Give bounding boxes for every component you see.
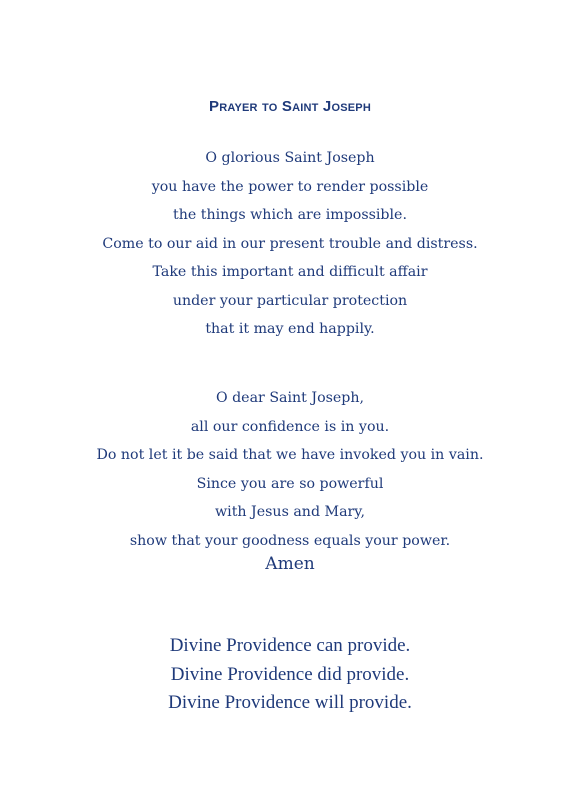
stanza-first xyxy=(0,144,580,344)
stanza-line: show that your goodness equals your power. xyxy=(129,532,451,549)
stanza-line: under your particular protection xyxy=(172,292,408,309)
stanza-line: Come to our aid in our present trouble and distress. xyxy=(102,235,478,252)
stanza-line: Do not let it be said that we have invoked you in vain. xyxy=(96,447,484,463)
stanza-line: O glorious Saint Joseph xyxy=(205,150,375,166)
providence-line: Divine Providence can provide. xyxy=(169,635,411,656)
stanza-line: O dear Saint Joseph, xyxy=(215,390,365,406)
providence-line: Divine Providence will provide. xyxy=(168,692,412,713)
providence-block xyxy=(0,632,580,718)
stanza-line: Take this important and difficult affair xyxy=(152,264,428,280)
stanza-line: that it may end happily. xyxy=(205,321,375,337)
stanza-line: with Jesus and Mary, xyxy=(215,504,365,520)
stanza-line: Since you are so powerful xyxy=(196,475,384,492)
amen-line: Amen xyxy=(265,554,315,574)
prayer-title: Prayer to Saint Joseph xyxy=(208,98,371,115)
providence-line: Divine Providence did provide. xyxy=(170,663,410,685)
stanza-line: the things which are impossible. xyxy=(173,207,407,223)
stanza-second xyxy=(0,384,580,555)
stanza-line: you have the power to render possible xyxy=(151,178,429,195)
stanza-line: all our confidence is in you. xyxy=(190,418,390,435)
